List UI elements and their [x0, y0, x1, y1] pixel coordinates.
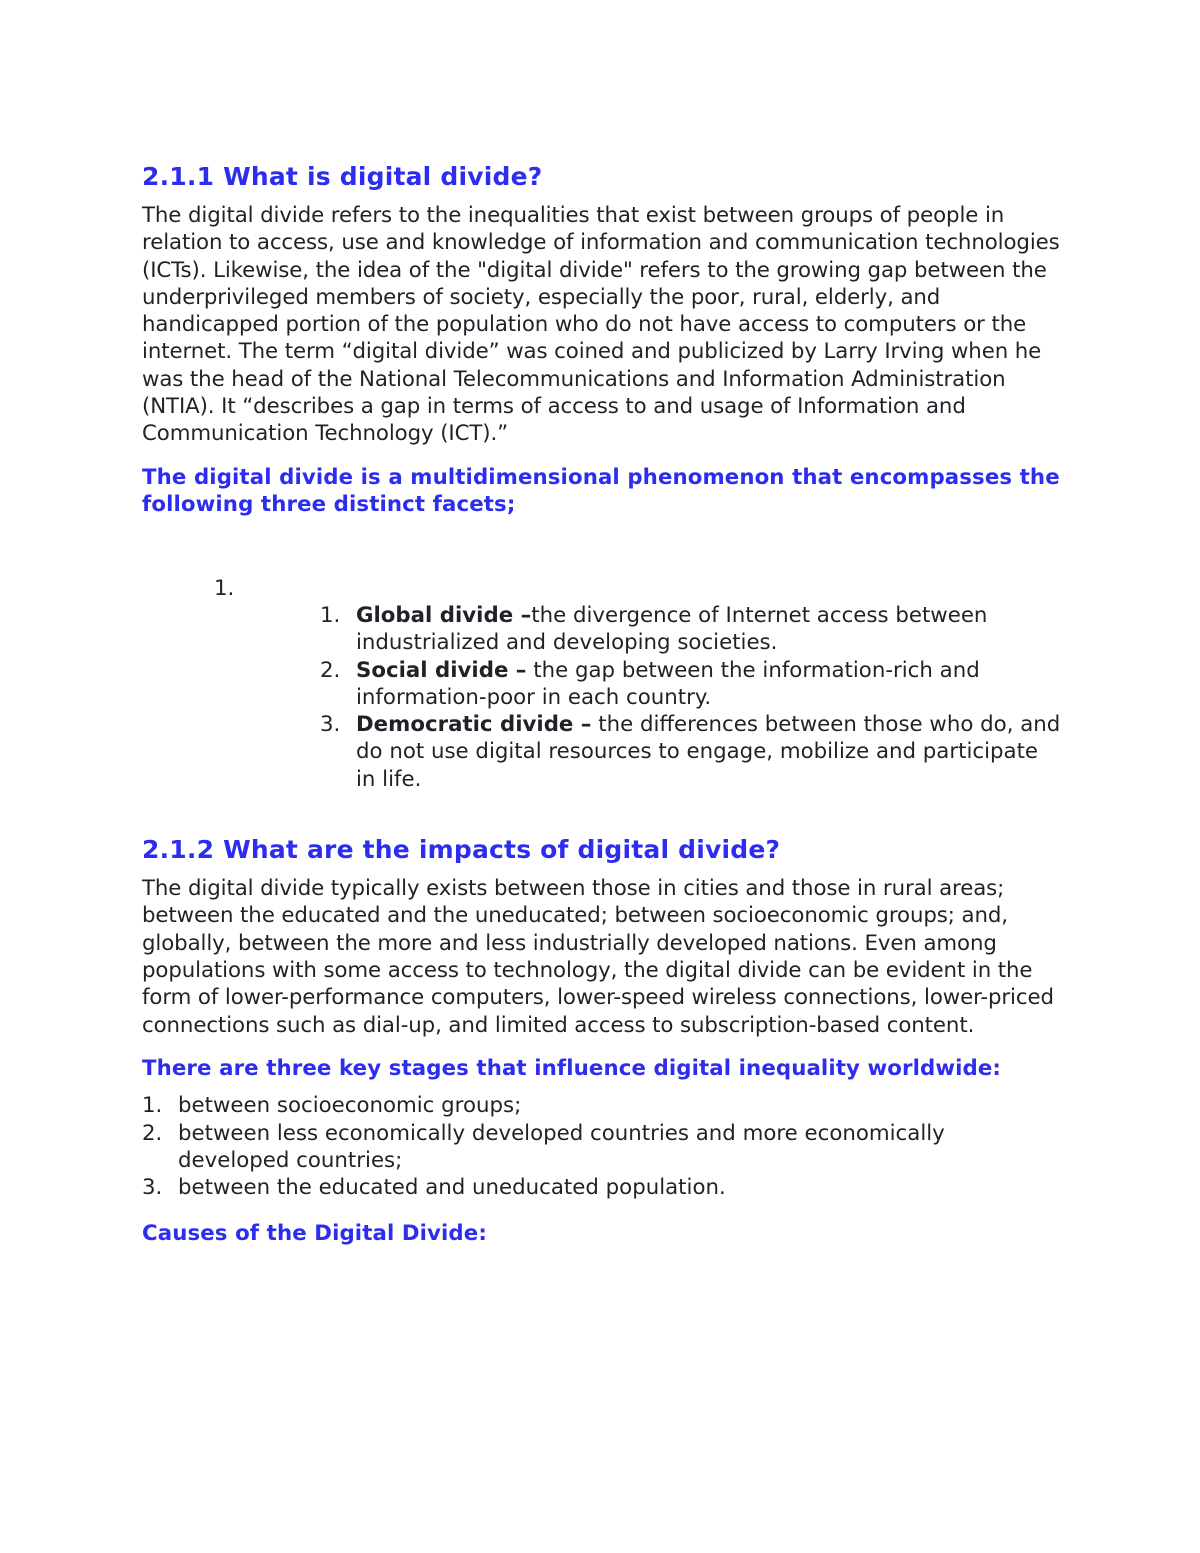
facet-number: 2.: [320, 657, 341, 683]
causes-heading: Causes of the Digital Divide:: [142, 1220, 487, 1246]
facet-social-divide: [142, 657, 1062, 712]
impacts-paragraph: The digital divide typically exists between those in cities and those in rural areas; between the educated and the uneducated; between socioeconomic groups; and, globally, between the more and less industrially developed nations. Even among populations with some access to technology, the digital divide can be evident in the form of lower-performance computers, lower-speed wireless connections, lower-priced connections such as dial-up, and limited access to subscription-based content.: [142, 876, 1054, 1038]
stage-text: between less economically developed countries and more economically developed countries;: [178, 1120, 945, 1173]
facets-outer-list: [142, 575, 1062, 793]
document-page: [142, 160, 1062, 1247]
facet-number: 3.: [320, 712, 341, 738]
list-item: [142, 575, 1062, 793]
stages-list: [142, 1092, 1062, 1201]
stages-lead-text: There are three key stages that influence digital inequality worldwide:: [142, 1055, 1002, 1081]
definition-paragraph: The digital divide refers to the inequalities that exist between groups of people in relation to access, use and knowledge of information and communication technologies (ICTs). Likewise, the idea of the "digital divide" refers to the growing gap between the underprivileged members of society, especially the poor, rural, elderly, and handicapped portion of the population who do not have access to computers or the internet. The term “digital divide” was coined and publicized by Larry Irving when he was the head of the National Telecommunications and Information Administration (NTIA). It “describes a gap in terms of access to and usage of Information and Communication Technology (ICT).”: [142, 203, 1060, 447]
facet-term: Global divide –: [356, 602, 532, 628]
facet-text: the divergence of Internet access between industrialized and developing societies.: [356, 602, 988, 656]
facet-global-divide: [142, 602, 1062, 657]
facet-term: Social divide –: [356, 657, 527, 683]
stage-number: 2.: [142, 1120, 163, 1146]
facet-text: the gap between the information-rich and information-poor in each country.: [356, 657, 980, 710]
stage-text: between the educated and uneducated population.: [178, 1175, 726, 1201]
facet-number: 1.: [320, 602, 341, 628]
list-item: [142, 1092, 1062, 1119]
facets-lead-text: The digital divide is a multidimensional phenomenon that encompasses the following three distinct facets;: [142, 464, 1060, 518]
list-item: [142, 1174, 1062, 1201]
stage-number: 1.: [142, 1093, 163, 1119]
stage-text: between socioeconomic groups;: [178, 1093, 522, 1119]
list-item: [142, 1120, 1062, 1175]
facet-democratic-divide: [142, 711, 1062, 793]
facet-term: Democratic divide –: [356, 712, 592, 738]
stage-number: 3.: [142, 1175, 163, 1201]
facets-list: [142, 575, 1062, 793]
section-spacer: [142, 793, 1062, 833]
outer-list-number: 1.: [214, 575, 235, 601]
facet-text: the differences between those who do, and do not use digital resources to engage, mobilize and participate in life.: [356, 712, 1061, 792]
section-heading-what-is-digital-divide: 2.1.1 What is digital divide?: [142, 162, 543, 191]
section-heading-impacts: 2.1.2 What are the impacts of digital divide?: [142, 835, 781, 865]
